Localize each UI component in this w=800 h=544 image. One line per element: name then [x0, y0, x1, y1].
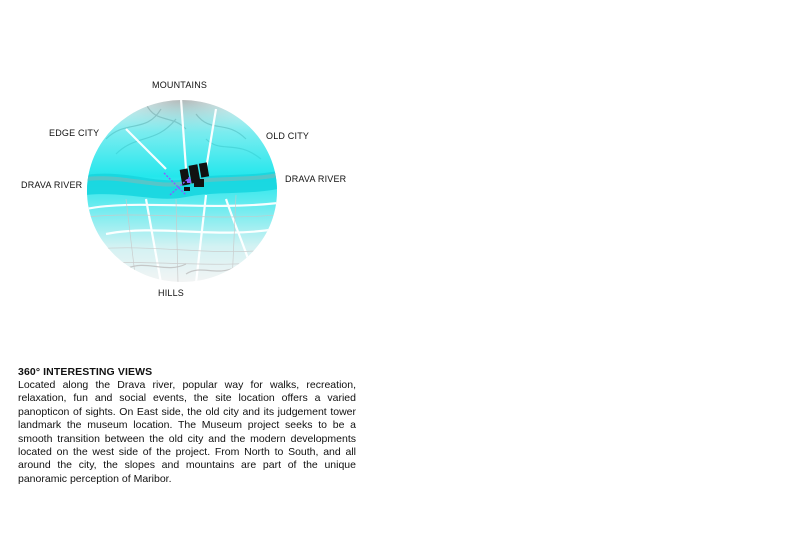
label-drava-river-east: DRAVA RIVER [285, 174, 347, 184]
map-circle [86, 99, 278, 283]
label-edge-city: EDGE CITY [49, 128, 100, 138]
label-hills: HILLS [158, 288, 185, 298]
section-body: Located along the Drava river, popular way for walks, recreation, relaxation, fun and social events, the site location offers a varied panopticon of sights. On East side, the old city and its judgement tower landmark the museum location. The Museum project seeks to be a smooth transition between the old city and the modern developments located on the west side of the project. From North to South, and all around the city, the slopes and mountains are part of the unique panoramic perception of Maribor. [18, 379, 356, 485]
description-block [18, 366, 356, 486]
label-drava-river-west: DRAVA RIVER [21, 180, 83, 190]
label-old-city: OLD CITY [266, 131, 310, 141]
section-heading: 360° INTERESTING VIEWS [18, 366, 153, 378]
label-mountains: MOUNTAINS [152, 80, 208, 90]
panoramic-map [86, 99, 278, 283]
